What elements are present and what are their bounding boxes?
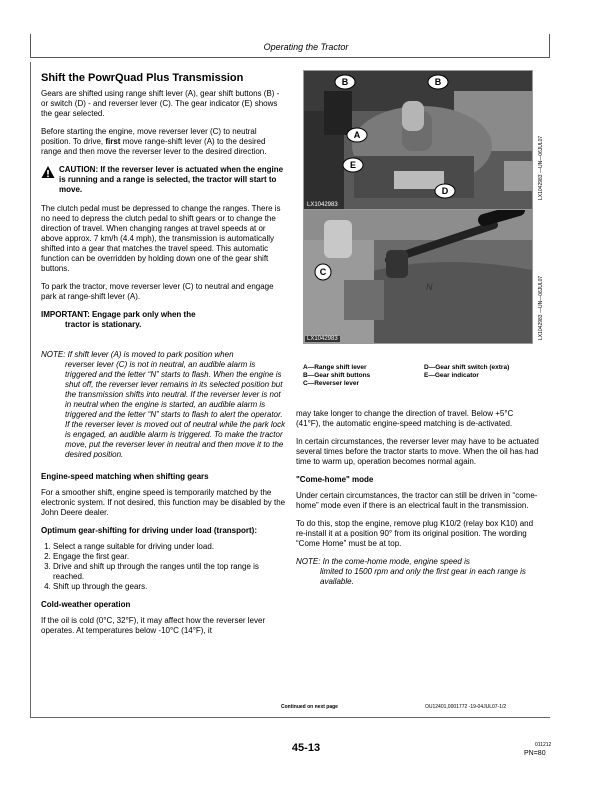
legend-item: E—Gear indicator	[424, 372, 479, 379]
continued-note: Continued on next page	[281, 704, 338, 710]
legend-item: B—Gear shift buttons	[303, 372, 371, 379]
figure-label: LX1042983	[307, 202, 338, 208]
paragraph: may take longer to change the direction of travel. Below +5°C (41°F), the automatic engine-speed matching is de-activated.	[296, 409, 514, 428]
paragraph: The clutch pedal must be depressed to change the ranges. There is no need to depress the clutch pedal to shift gears or to change the direction of travel. When changing ranges at travel speeds at or above approx. 7 km/h (4.4 mph), the transmission is automatically shifted into a gear that matches the travel speed. This automatic function can be overridden by holding down one of the gear shift buttons.	[41, 204, 281, 273]
warning-icon	[41, 165, 55, 179]
caution-block	[41, 165, 286, 195]
subheading: Cold-weather operation	[41, 600, 131, 609]
svg-text:C: C	[319, 267, 327, 277]
legend-right	[424, 364, 509, 380]
caution-text: CAUTION: If the reverser lever is actuated when the engine is running and a range is selected, the tractor will start to move.	[59, 165, 284, 194]
note-block: NOTE: If shift lever (A) is moved to park position when reverser lever (C) is not in neutral, an audible alarm is triggered and the letter “N” starts to flash. When the engine is shut off, the reverser lever remains in its selected position but the transmission shifts into neutral. If the reverser lever is not in neutral when the engine is started, an audible alarm is triggered and the letter “N” starts to flash to alert the operator. If the reverser lever is moved out of neutral while the park lock is engaged, an audible alarm is triggered. To make the tractor move, put the reverser lever in neutral and then move it to the desired position.	[41, 350, 286, 459]
print-code: 011212	[535, 742, 552, 748]
figure-shift-controls	[303, 70, 533, 210]
section-heading: Shift the PowrQuad Plus Transmission	[41, 72, 244, 84]
svg-text:E: E	[349, 160, 357, 170]
callout-b	[334, 74, 356, 95]
figure-code: LX1042983 —UN—06JUL07	[538, 135, 544, 200]
list-item: 3. Drive and shift up through the ranges until the top range is reached.	[53, 562, 286, 582]
list-item: 4. Shift up through the gears.	[53, 582, 286, 592]
paragraph: If the oil is cold (0°C, 32°F), it may affect how the reverser lever operates. At temperatures below -10°C (14°F), it	[41, 616, 266, 635]
svg-text:B: B	[434, 77, 442, 87]
steps-list	[41, 542, 286, 592]
legend-item: C—Reverser lever	[303, 380, 360, 387]
left-column	[41, 73, 286, 644]
list-item: 2. Engage the first gear.	[53, 552, 286, 562]
legend-item: D—Gear shift switch (extra)	[424, 364, 510, 371]
important-note: IMPORTANT: Engage park only when the tractor is stationary.	[41, 310, 196, 329]
neutral-mark: N	[426, 282, 433, 292]
note-block: NOTE: In the come-home mode, engine speed is limited to 1500 rpm and only the first gear in each range is available.	[296, 557, 526, 586]
subheading: "Come-home" mode	[296, 475, 374, 484]
svg-text:A: A	[353, 130, 361, 140]
callout-d	[434, 183, 456, 204]
paragraph: For a smoother shift, engine speed is temporarily matched by the electronic system. If not desired, this function may be disabled by the John Deere dealer.	[41, 488, 286, 517]
callout-e	[342, 157, 364, 178]
legend-left	[303, 364, 370, 388]
pn-number: PN=80	[524, 750, 546, 757]
figure-reverser-lever	[303, 209, 533, 344]
running-header: Operating the Tractor	[263, 42, 349, 52]
legend-item: A—Range shift lever	[303, 364, 367, 371]
page-number: 45-13	[291, 742, 321, 754]
right-column	[296, 409, 540, 595]
figure-label: LX1042983	[307, 336, 338, 342]
paragraph: Under certain circumstances, the tractor can still be driven in “come-home” mode even if there is an electrical fault in the transmission.	[296, 491, 538, 510]
callout-b	[427, 74, 449, 95]
subheading: Engine-speed matching when shifting gears	[41, 472, 209, 481]
paragraph: To do this, stop the engine, remove plug K10/2 (relay box K10) and re-install it at a position 90° from its original position. The wording “Come Home” must be at top.	[296, 519, 534, 548]
callout-c	[314, 263, 332, 286]
list-item: 1. Select a range suitable for driving under load.	[53, 542, 286, 552]
svg-text:D: D	[441, 186, 449, 196]
paragraph: Gears are shifted using range shift lever (A), gear shift buttons (B) - or switch (D) - and reverser lever (C). The gear indicator (E) shows the gear selected.	[41, 89, 280, 118]
reference-code: OU12401,0001772 -19-04JUL07-1/2	[425, 704, 507, 710]
callout-a	[346, 127, 368, 148]
figure-code: LX1042983 —UN—06JUL07	[538, 275, 544, 340]
paragraph: Before starting the engine, move reverser lever (C) to neutral position. To drive, first move range-shift lever (A) to the desired range and then move the reverser lever to the desired direction.	[41, 127, 267, 156]
paragraph: To park the tractor, move reverser lever (C) to neutral and engage park at range-shift lever (A).	[41, 282, 274, 301]
svg-text:B: B	[341, 77, 349, 87]
subheading: Optimum gear-shifting for driving under load (transport):	[41, 526, 257, 535]
paragraph: In certain circumstances, the reverser lever may have to be actuated several times before the tractor starts to move. When the oil has had time to warm up, operation becomes normal again.	[296, 437, 539, 466]
header-rule	[30, 57, 549, 58]
